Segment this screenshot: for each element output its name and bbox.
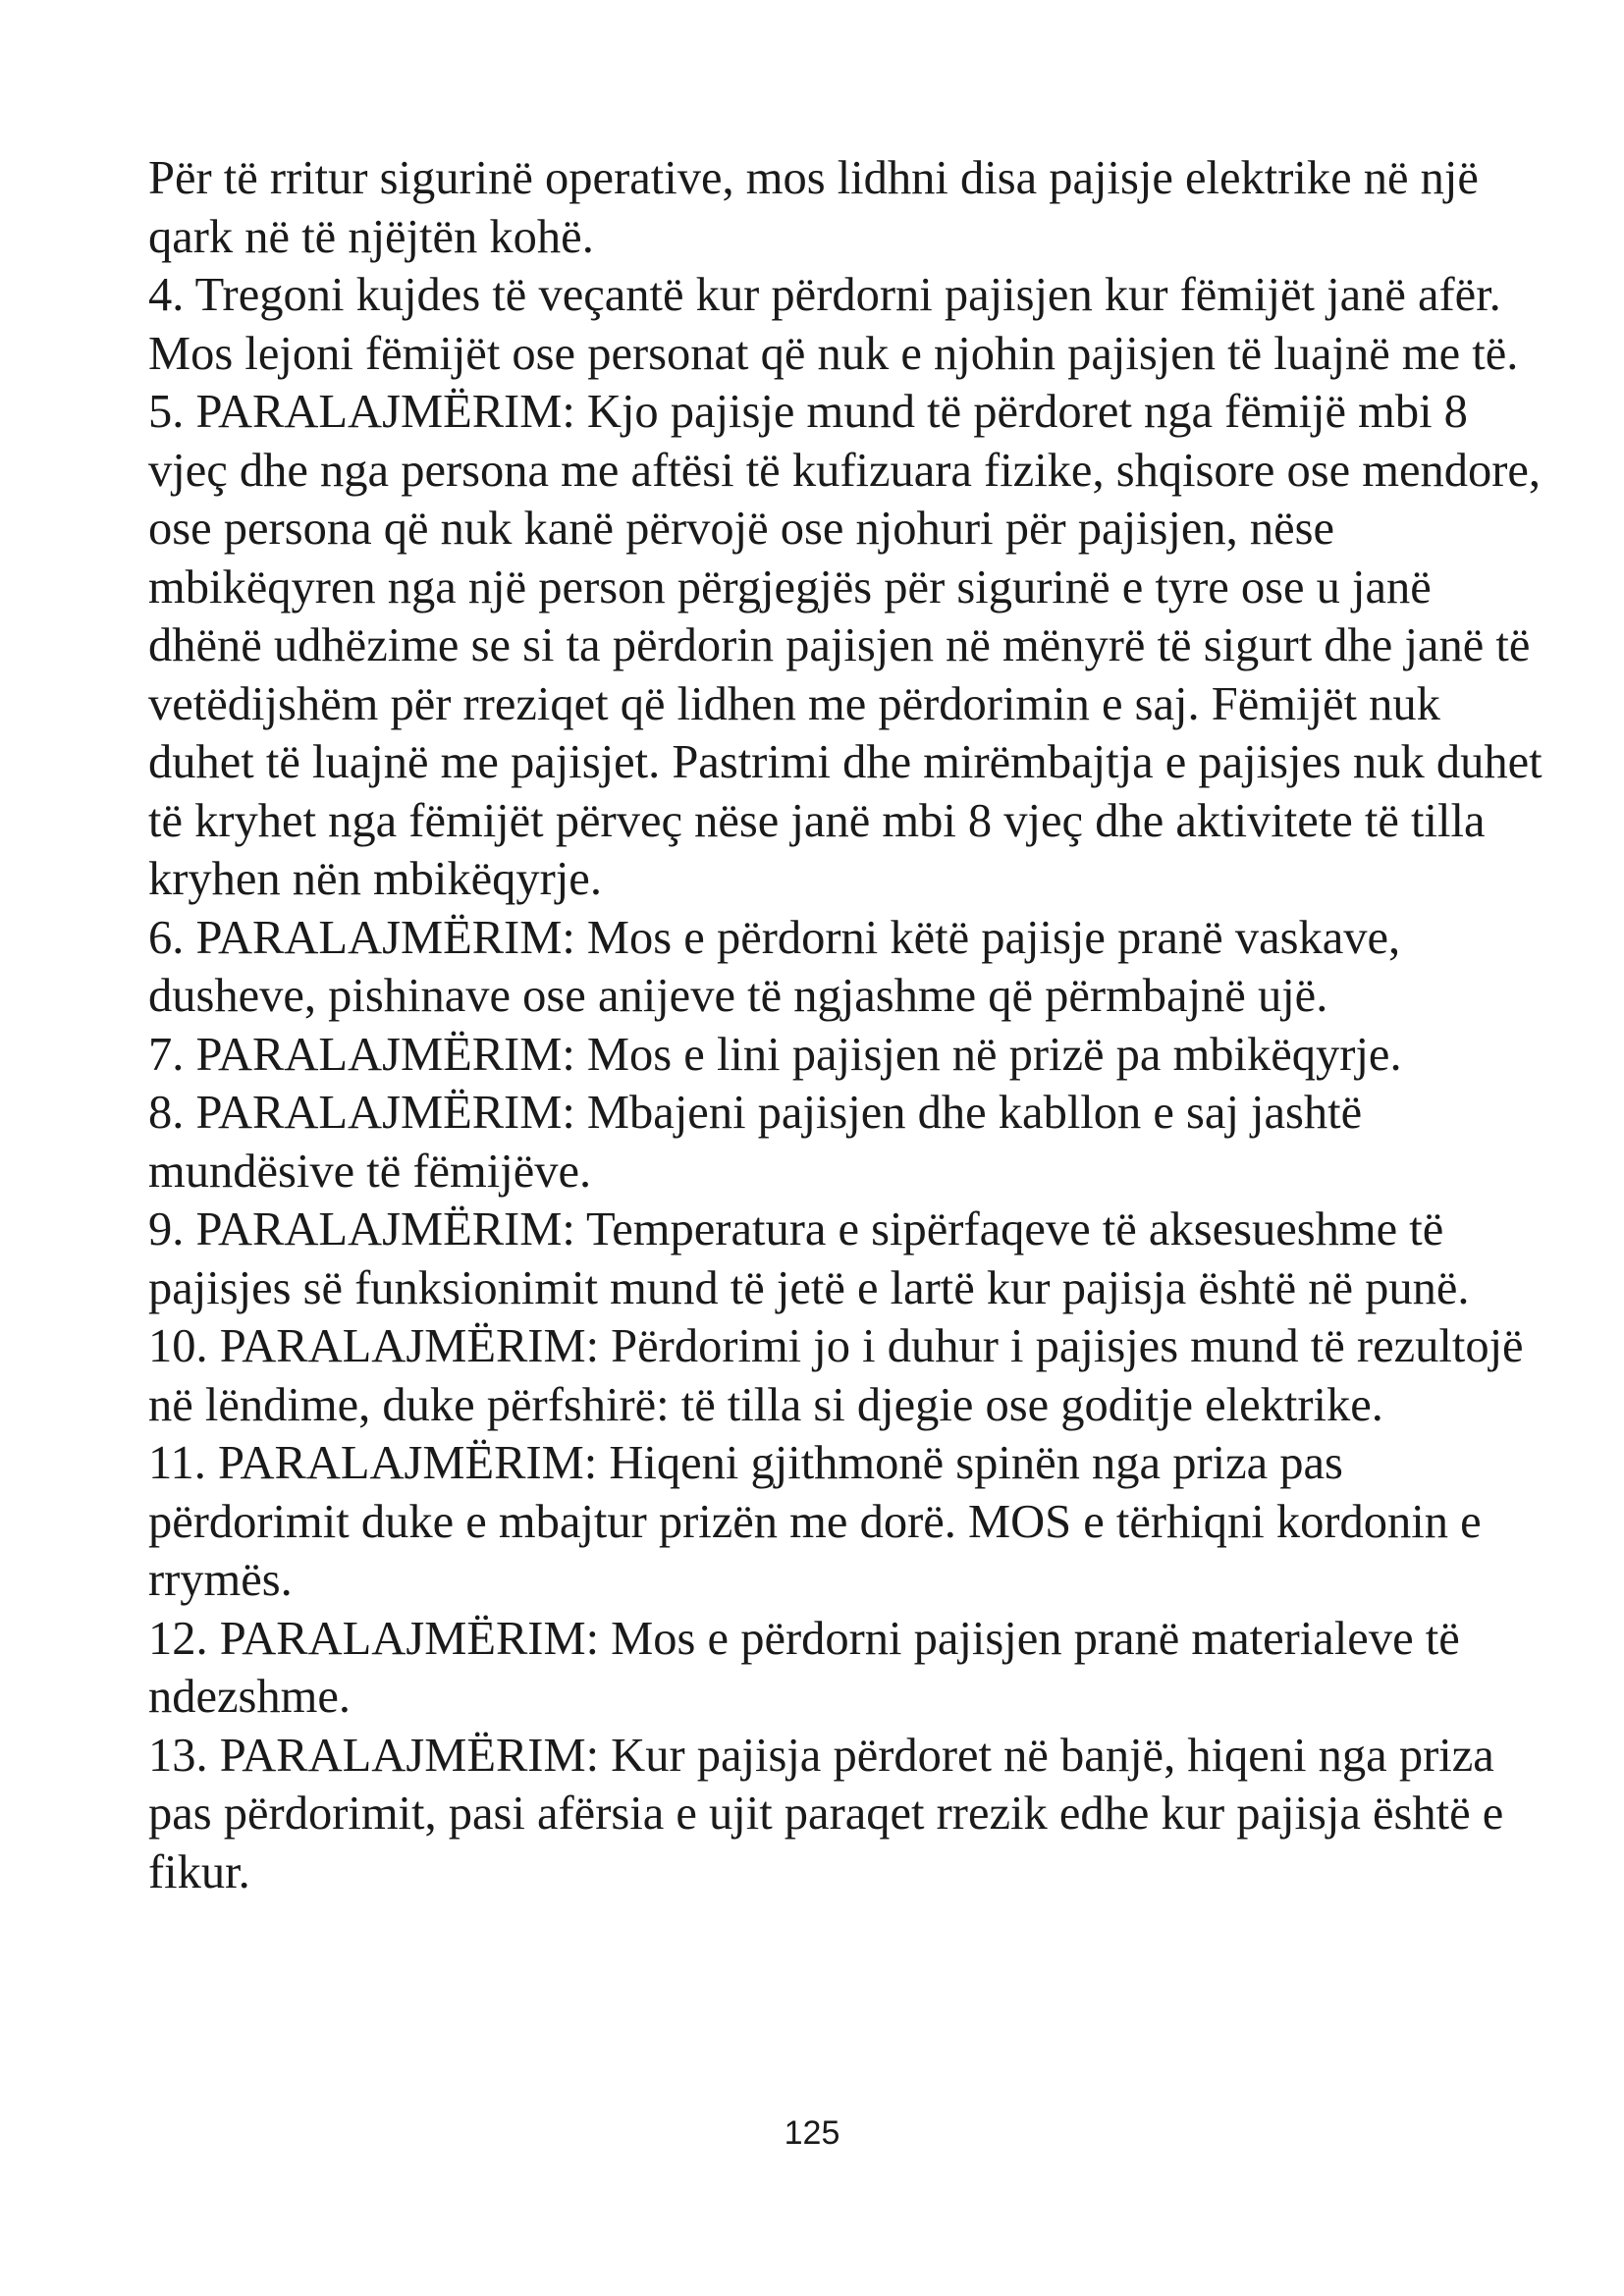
paragraph-item-13: 13. PARALAJMËRIM: Kur pajisja përdoret në banjë, hiqeni nga priza pas përdorimit, pasi afërsia e ujit paraqet rrezik edhe kur pajisja është e fikur.	[148, 1729, 1504, 1898]
paragraph-item-12: 12. PARALAJMËRIM: Mos e përdorni pajisjen pranë materialeve të ndezshme.	[148, 1612, 1460, 1723]
paragraph-item-9: 9. PARALAJMËRIM: Temperatura e sipërfaqeve të aksesueshme të pajisjes së funksionimit mund të jetë e lartë kur pajisja është në punë.	[148, 1203, 1470, 1314]
paragraph-item-7: 7. PARALAJMËRIM: Mos e lini pajisjen në prizë pa mbikëqyrje.	[148, 1028, 1402, 1081]
paragraph-item-8: 8. PARALAJMËRIM: Mbajeni pajisjen dhe kabllon e saj jashtë mundësive të fëmijëve.	[148, 1087, 1363, 1198]
paragraph-item-11: 11. PARALAJMËRIM: Hiqeni gjithmonë spinën nga priza pas përdorimit duke e mbajtur prizën me dorë. MOS e tërhiqni kordonin e rrymës.	[148, 1437, 1482, 1606]
paragraph-item-5: 5. PARALAJMËRIM: Kjo pajisje mund të përdoret nga fëmijë mbi 8 vjeç dhe nga persona me aftësi të kufizuara fizike, shqisore ose mendore, ose persona që nuk kanë përvojë ose njohuri për pajisjen, nëse mbikëqyren nga një person përgjegjës për sigurinë e tyre ose u janë dhënë udhëzime se si ta përdorin pajisjen në mënyrë të sigurt dhe janë të vetëdijshëm për rreziqet që lidhen me përdorimin e saj. Fëmijët nuk duhet të luajnë me pajisjet. Pastrimi dhe mirëmbajtja e pajisjes nuk duhet të kryhet nga fëmijët përveç nëse janë mbi 8 vjeç dhe aktivitete të tilla kryhen nën mbikëqyrje.	[148, 386, 1543, 905]
paragraph-intro: Për të rritur sigurinë operative, mos lidhni disa pajisje elektrike në një qark në të njëjtën kohë.	[148, 152, 1479, 263]
paragraph-item-10: 10. PARALAJMËRIM: Përdorimi jo i duhur i pajisjes mund të rezultojë në lëndime, duke përfshirë: të tilla si djegie ose goditje elektrike.	[148, 1320, 1524, 1431]
paragraph-item-4: 4. Tregoni kujdes të veçantë kur përdorni pajisjen kur fëmijët janë afër. Mos lejoni fëmijët ose personat që nuk e njohin pajisjen të luajnë me të.	[148, 269, 1519, 380]
page-body	[148, 149, 1543, 1901]
page-number: 125	[784, 2114, 840, 2152]
paragraph-item-6: 6. PARALAJMËRIM: Mos e përdorni këtë pajisje pranë vaskave, dusheve, pishinave ose anijeve të ngjashme që përmbajnë ujë.	[148, 911, 1401, 1022]
